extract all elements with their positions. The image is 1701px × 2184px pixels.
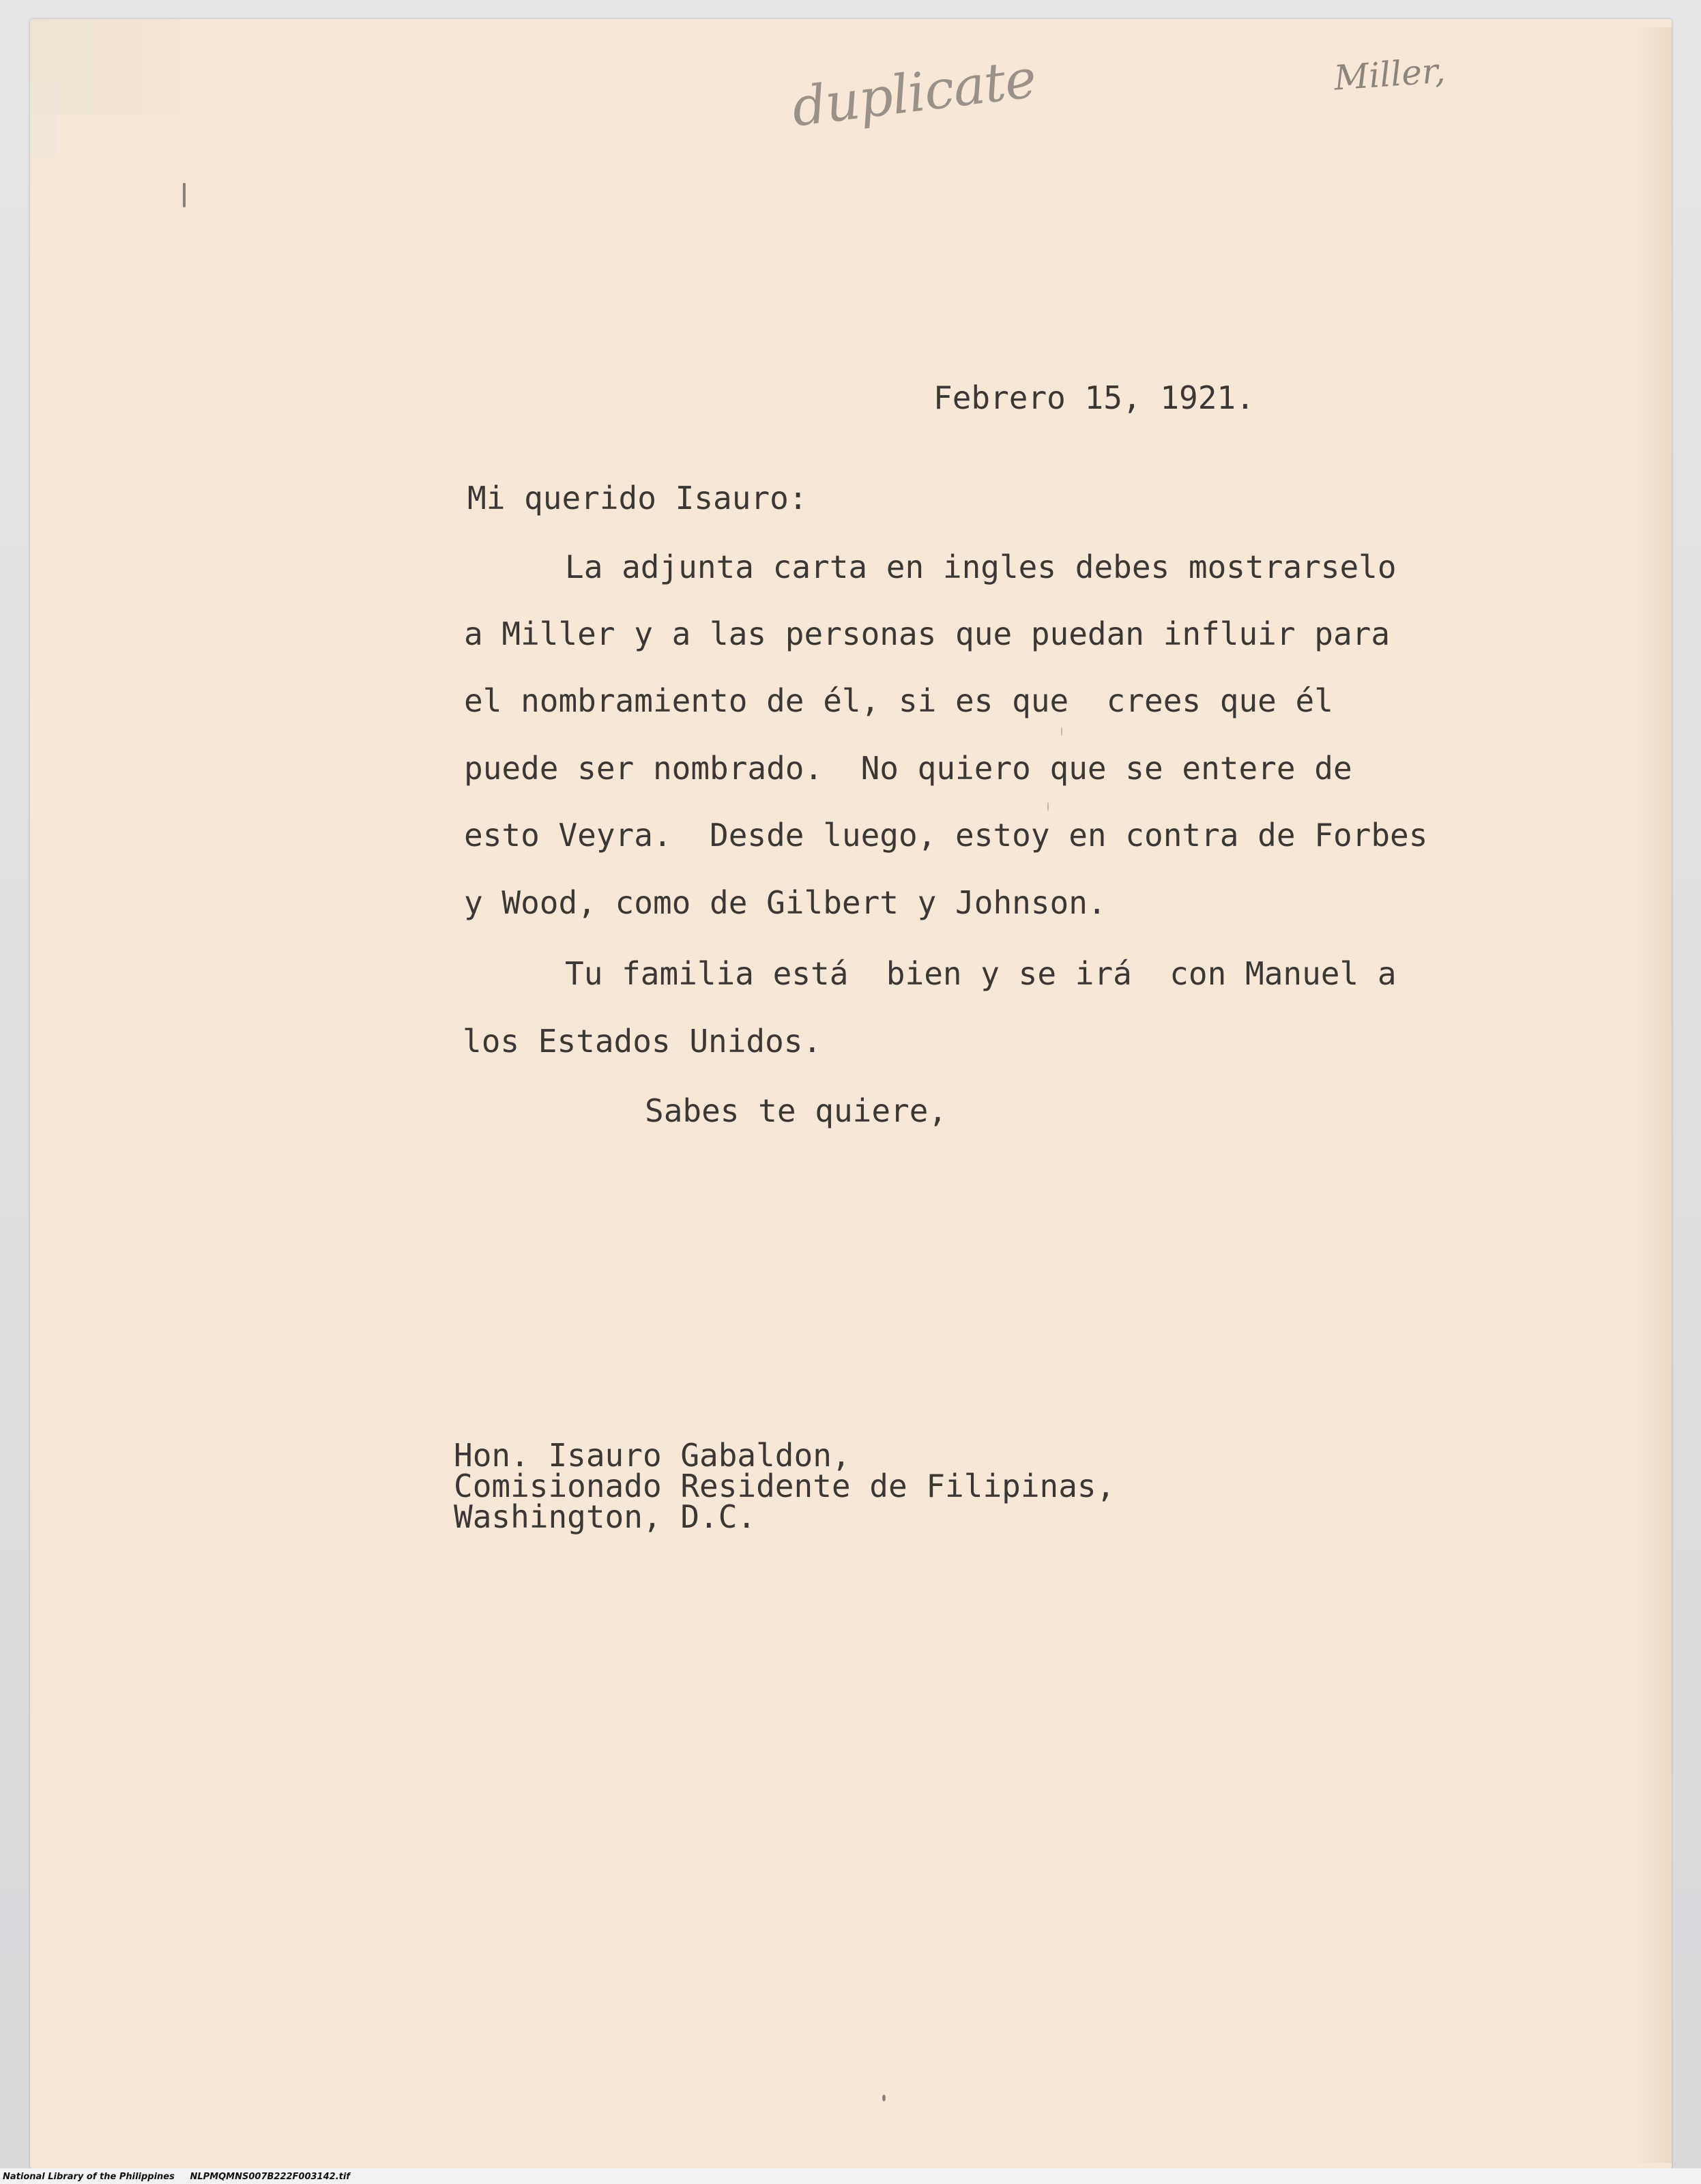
letter-date: Febrero 15, 1921. xyxy=(933,379,1255,416)
address-line-3: Washington, D.C. xyxy=(454,1498,757,1535)
scan-footer-text xyxy=(3,2172,350,2182)
body-line-7: Tu familia está bien y se irá con Manuel a xyxy=(565,955,1397,992)
body-line-8: los Estados Unidos. xyxy=(463,1023,822,1060)
paper-mark xyxy=(882,2095,886,2101)
letter-salutation: Mi querido Isauro: xyxy=(467,480,808,516)
handwritten-duplicate-note: duplicate xyxy=(788,48,1039,139)
body-line-3: el nombramiento de él, si es que crees que él xyxy=(464,682,1333,719)
body-line-4: puede ser nombrado. No quiero que se entere de xyxy=(464,750,1352,787)
page-edge-shadow xyxy=(1634,27,1672,2163)
body-line-5: esto Veyra. Desde luego, estoy en contra de Forbes xyxy=(464,817,1428,854)
body-line-2: a Miller y a las personas que puedan influir para xyxy=(464,615,1391,652)
paper-mark xyxy=(183,183,186,207)
body-line-6: y Wood, como de Gilbert y Johnson. xyxy=(464,884,1107,921)
handwritten-miller-note: Miller, xyxy=(1333,50,1446,98)
paper-tear xyxy=(30,82,57,157)
address-line-1: Hon. Isauro Gabaldon, xyxy=(454,1437,851,1474)
paper-mark xyxy=(1061,727,1062,736)
footer-archive: National Library of the Philippines xyxy=(3,2172,175,2182)
paper-mark xyxy=(1047,802,1049,811)
body-line-1: La adjunta carta en ingles debes mostrarselo xyxy=(565,549,1397,585)
footer-file-id: NLPMQMNS007B222F003142.tif xyxy=(190,2172,350,2182)
letter-closing: Sabes te quiere, xyxy=(645,1092,948,1129)
address-line-2: Comisionado Residente de Filipinas, xyxy=(454,1468,1116,1504)
